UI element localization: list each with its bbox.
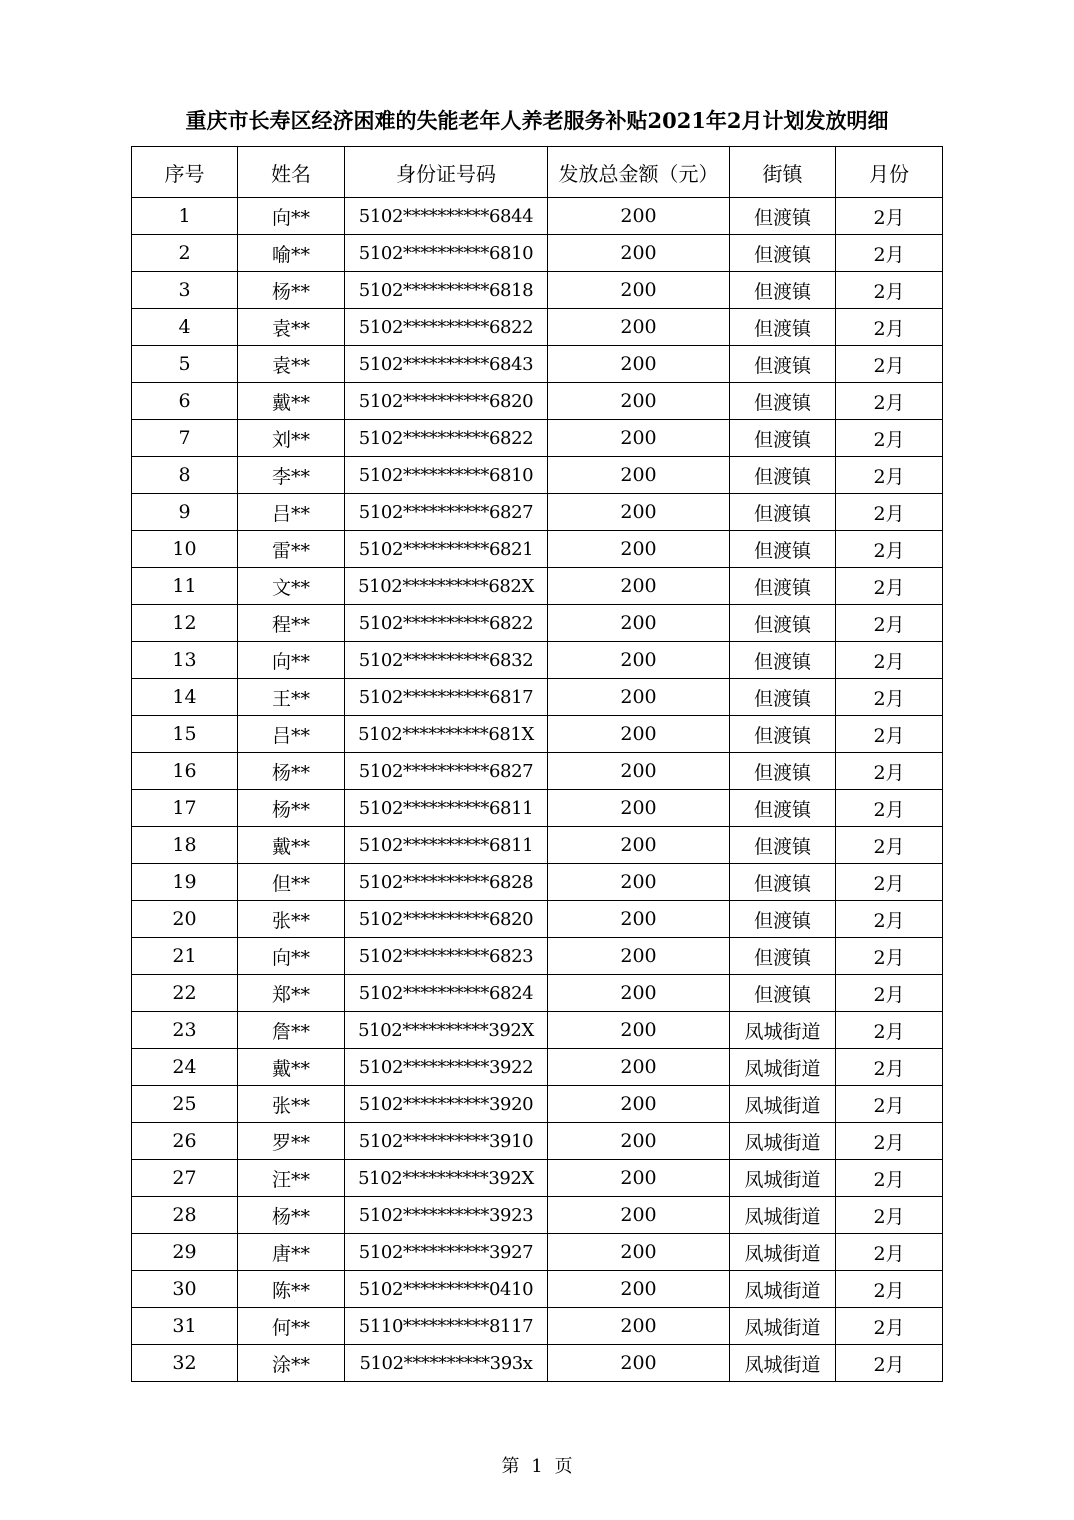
cell-name: 李** [238, 457, 345, 494]
table-row [132, 901, 943, 938]
cell-month: 2月 [836, 679, 943, 716]
cell-amount: 200 [548, 420, 730, 457]
page-number: 第 1 页 [501, 1456, 573, 1477]
table-row [132, 716, 943, 753]
table-row [132, 383, 943, 420]
cell-name: 刘** [238, 420, 345, 457]
cell-amount: 200 [548, 1012, 730, 1049]
cell-name: 雷** [238, 531, 345, 568]
cell-index: 25 [132, 1086, 238, 1123]
cell-town: 但渡镇 [730, 864, 836, 901]
table-row [132, 1345, 943, 1382]
cell-name: 戴** [238, 827, 345, 864]
table-row [132, 531, 943, 568]
cell-index: 28 [132, 1197, 238, 1234]
cell-month: 2月 [836, 494, 943, 531]
cell-town: 但渡镇 [730, 568, 836, 605]
table-row [132, 679, 943, 716]
cell-index: 23 [132, 1012, 238, 1049]
cell-amount: 200 [548, 531, 730, 568]
cell-town: 但渡镇 [730, 346, 836, 383]
table-row [132, 457, 943, 494]
cell-amount: 200 [548, 457, 730, 494]
cell-amount: 200 [548, 827, 730, 864]
table-row [132, 1123, 943, 1160]
cell-amount: 200 [548, 1234, 730, 1271]
cell-name: 戴** [238, 383, 345, 420]
cell-month: 2月 [836, 1197, 943, 1234]
cell-amount: 200 [548, 1197, 730, 1234]
cell-index: 5 [132, 346, 238, 383]
cell-id-number: 5102**********6810 [345, 457, 548, 494]
table-row [132, 975, 943, 1012]
cell-month: 2月 [836, 938, 943, 975]
cell-town: 凤城街道 [730, 1345, 836, 1382]
cell-amount: 200 [548, 309, 730, 346]
cell-amount: 200 [548, 716, 730, 753]
cell-name: 吕** [238, 716, 345, 753]
header-month: 月份 [836, 147, 943, 198]
cell-month: 2月 [836, 198, 943, 235]
cell-id-number: 5102**********6817 [345, 679, 548, 716]
cell-amount: 200 [548, 605, 730, 642]
cell-index: 18 [132, 827, 238, 864]
table-row [132, 827, 943, 864]
cell-id-number: 5102**********6827 [345, 753, 548, 790]
cell-name: 向** [238, 642, 345, 679]
table-row [132, 346, 943, 383]
cell-index: 26 [132, 1123, 238, 1160]
table-row [132, 938, 943, 975]
cell-name: 杨** [238, 790, 345, 827]
cell-index: 20 [132, 901, 238, 938]
cell-amount: 200 [548, 235, 730, 272]
cell-town: 但渡镇 [730, 938, 836, 975]
cell-amount: 200 [548, 1308, 730, 1345]
table-row [132, 198, 943, 235]
cell-id-number: 5102**********6811 [345, 827, 548, 864]
cell-index: 22 [132, 975, 238, 1012]
table-body [132, 198, 943, 1382]
cell-id-number: 5110**********8117 [345, 1308, 548, 1345]
cell-month: 2月 [836, 383, 943, 420]
cell-town: 但渡镇 [730, 901, 836, 938]
cell-town: 凤城街道 [730, 1160, 836, 1197]
cell-amount: 200 [548, 1271, 730, 1308]
table-row [132, 864, 943, 901]
cell-name: 杨** [238, 1197, 345, 1234]
cell-id-number: 5102**********392X [345, 1012, 548, 1049]
cell-index: 9 [132, 494, 238, 531]
table-row [132, 309, 943, 346]
cell-id-number: 5102**********3927 [345, 1234, 548, 1271]
table-row [132, 1012, 943, 1049]
table-row [132, 235, 943, 272]
cell-month: 2月 [836, 1049, 943, 1086]
cell-month: 2月 [836, 1123, 943, 1160]
header-town: 街镇 [730, 147, 836, 198]
cell-index: 14 [132, 679, 238, 716]
cell-id-number: 5102**********393x [345, 1345, 548, 1382]
header-amount: 发放总金额（元） [548, 147, 730, 198]
table-row [132, 1086, 943, 1123]
header-name: 姓名 [238, 147, 345, 198]
cell-index: 17 [132, 790, 238, 827]
cell-month: 2月 [836, 605, 943, 642]
table-row [132, 1197, 943, 1234]
cell-id-number: 5102**********392X [345, 1160, 548, 1197]
cell-month: 2月 [836, 827, 943, 864]
cell-id-number: 5102**********6818 [345, 272, 548, 309]
cell-id-number: 5102**********6822 [345, 605, 548, 642]
cell-id-number: 5102**********681X [345, 716, 548, 753]
cell-name: 文** [238, 568, 345, 605]
cell-id-number: 5102**********3923 [345, 1197, 548, 1234]
cell-id-number: 5102**********3920 [345, 1086, 548, 1123]
cell-amount: 200 [548, 864, 730, 901]
cell-town: 凤城街道 [730, 1234, 836, 1271]
cell-amount: 200 [548, 1049, 730, 1086]
cell-index: 6 [132, 383, 238, 420]
cell-town: 但渡镇 [730, 420, 836, 457]
cell-amount: 200 [548, 568, 730, 605]
cell-index: 1 [132, 198, 238, 235]
cell-index: 10 [132, 531, 238, 568]
cell-amount: 200 [548, 975, 730, 1012]
cell-month: 2月 [836, 1234, 943, 1271]
cell-month: 2月 [836, 531, 943, 568]
cell-month: 2月 [836, 753, 943, 790]
cell-id-number: 5102**********6827 [345, 494, 548, 531]
cell-town: 但渡镇 [730, 272, 836, 309]
cell-town: 凤城街道 [730, 1012, 836, 1049]
cell-town: 但渡镇 [730, 198, 836, 235]
cell-index: 24 [132, 1049, 238, 1086]
cell-town: 但渡镇 [730, 605, 836, 642]
cell-index: 4 [132, 309, 238, 346]
cell-index: 16 [132, 753, 238, 790]
cell-amount: 200 [548, 938, 730, 975]
cell-name: 罗** [238, 1123, 345, 1160]
cell-town: 但渡镇 [730, 753, 836, 790]
cell-index: 3 [132, 272, 238, 309]
cell-amount: 200 [548, 346, 730, 383]
cell-amount: 200 [548, 1345, 730, 1382]
cell-month: 2月 [836, 716, 943, 753]
cell-id-number: 5102**********6823 [345, 938, 548, 975]
cell-month: 2月 [836, 901, 943, 938]
cell-amount: 200 [548, 679, 730, 716]
cell-town: 但渡镇 [730, 827, 836, 864]
cell-index: 7 [132, 420, 238, 457]
cell-month: 2月 [836, 309, 943, 346]
cell-id-number: 5102**********6810 [345, 235, 548, 272]
cell-month: 2月 [836, 568, 943, 605]
table-row [132, 1049, 943, 1086]
table-header-row [132, 147, 943, 198]
cell-index: 30 [132, 1271, 238, 1308]
subsidy-table [131, 146, 943, 1382]
cell-index: 19 [132, 864, 238, 901]
cell-amount: 200 [548, 642, 730, 679]
cell-month: 2月 [836, 642, 943, 679]
cell-name: 向** [238, 198, 345, 235]
cell-name: 戴** [238, 1049, 345, 1086]
table-row [132, 1234, 943, 1271]
cell-month: 2月 [836, 235, 943, 272]
cell-name: 陈** [238, 1271, 345, 1308]
cell-amount: 200 [548, 753, 730, 790]
cell-town: 但渡镇 [730, 457, 836, 494]
cell-index: 21 [132, 938, 238, 975]
cell-month: 2月 [836, 272, 943, 309]
header-index: 序号 [132, 147, 238, 198]
cell-index: 8 [132, 457, 238, 494]
cell-name: 张** [238, 1086, 345, 1123]
cell-id-number: 5102**********6811 [345, 790, 548, 827]
cell-month: 2月 [836, 1012, 943, 1049]
cell-name: 袁** [238, 346, 345, 383]
cell-id-number: 5102**********6821 [345, 531, 548, 568]
cell-name: 张** [238, 901, 345, 938]
cell-id-number: 5102**********6832 [345, 642, 548, 679]
table-row [132, 420, 943, 457]
cell-index: 13 [132, 642, 238, 679]
cell-id-number: 5102**********6822 [345, 420, 548, 457]
cell-name: 吕** [238, 494, 345, 531]
cell-name: 郑** [238, 975, 345, 1012]
cell-amount: 200 [548, 272, 730, 309]
cell-town: 但渡镇 [730, 642, 836, 679]
cell-town: 但渡镇 [730, 531, 836, 568]
cell-amount: 200 [548, 790, 730, 827]
cell-id-number: 5102**********682X [345, 568, 548, 605]
cell-index: 27 [132, 1160, 238, 1197]
table-row [132, 272, 943, 309]
header-id-number: 身份证号码 [345, 147, 548, 198]
cell-town: 凤城街道 [730, 1197, 836, 1234]
cell-name: 袁** [238, 309, 345, 346]
cell-id-number: 5102**********0410 [345, 1271, 548, 1308]
table-row [132, 1308, 943, 1345]
cell-name: 程** [238, 605, 345, 642]
table-row [132, 494, 943, 531]
cell-town: 但渡镇 [730, 494, 836, 531]
cell-amount: 200 [548, 383, 730, 420]
cell-month: 2月 [836, 420, 943, 457]
cell-index: 15 [132, 716, 238, 753]
cell-month: 2月 [836, 1160, 943, 1197]
cell-month: 2月 [836, 1271, 943, 1308]
cell-name: 喻** [238, 235, 345, 272]
cell-name: 唐** [238, 1234, 345, 1271]
cell-index: 2 [132, 235, 238, 272]
table-row [132, 1271, 943, 1308]
cell-amount: 200 [548, 494, 730, 531]
document-title: 重庆市长寿区经济困难的失能老年人养老服务补贴2021年2月计划发放明细 [185, 108, 889, 133]
cell-amount: 200 [548, 198, 730, 235]
cell-id-number: 5102**********3922 [345, 1049, 548, 1086]
cell-name: 向** [238, 938, 345, 975]
cell-name: 但** [238, 864, 345, 901]
cell-amount: 200 [548, 1123, 730, 1160]
cell-name: 詹** [238, 1012, 345, 1049]
cell-town: 但渡镇 [730, 716, 836, 753]
cell-index: 29 [132, 1234, 238, 1271]
cell-town: 但渡镇 [730, 790, 836, 827]
cell-month: 2月 [836, 790, 943, 827]
table-row [132, 642, 943, 679]
cell-month: 2月 [836, 346, 943, 383]
cell-month: 2月 [836, 1345, 943, 1382]
cell-id-number: 5102**********6843 [345, 346, 548, 383]
cell-id-number: 5102**********6844 [345, 198, 548, 235]
cell-name: 杨** [238, 753, 345, 790]
cell-index: 11 [132, 568, 238, 605]
table-row [132, 1160, 943, 1197]
cell-month: 2月 [836, 864, 943, 901]
cell-amount: 200 [548, 1086, 730, 1123]
cell-town: 凤城街道 [730, 1086, 836, 1123]
cell-town: 凤城街道 [730, 1123, 836, 1160]
cell-id-number: 5102**********6822 [345, 309, 548, 346]
cell-town: 凤城街道 [730, 1308, 836, 1345]
cell-month: 2月 [836, 457, 943, 494]
cell-name: 王** [238, 679, 345, 716]
table-row [132, 568, 943, 605]
cell-town: 但渡镇 [730, 975, 836, 1012]
table-row [132, 605, 943, 642]
cell-name: 何** [238, 1308, 345, 1345]
cell-month: 2月 [836, 1086, 943, 1123]
cell-town: 凤城街道 [730, 1049, 836, 1086]
cell-month: 2月 [836, 1308, 943, 1345]
cell-index: 31 [132, 1308, 238, 1345]
cell-index: 12 [132, 605, 238, 642]
cell-town: 但渡镇 [730, 235, 836, 272]
cell-id-number: 5102**********3910 [345, 1123, 548, 1160]
cell-id-number: 5102**********6824 [345, 975, 548, 1012]
cell-month: 2月 [836, 975, 943, 1012]
cell-name: 汪** [238, 1160, 345, 1197]
cell-id-number: 5102**********6820 [345, 901, 548, 938]
table-row [132, 753, 943, 790]
table-row [132, 790, 943, 827]
cell-id-number: 5102**********6820 [345, 383, 548, 420]
cell-town: 但渡镇 [730, 309, 836, 346]
cell-town: 但渡镇 [730, 679, 836, 716]
cell-name: 杨** [238, 272, 345, 309]
cell-name: 涂** [238, 1345, 345, 1382]
cell-town: 凤城街道 [730, 1271, 836, 1308]
cell-amount: 200 [548, 1160, 730, 1197]
cell-index: 32 [132, 1345, 238, 1382]
cell-id-number: 5102**********6828 [345, 864, 548, 901]
cell-amount: 200 [548, 901, 730, 938]
cell-town: 但渡镇 [730, 383, 836, 420]
